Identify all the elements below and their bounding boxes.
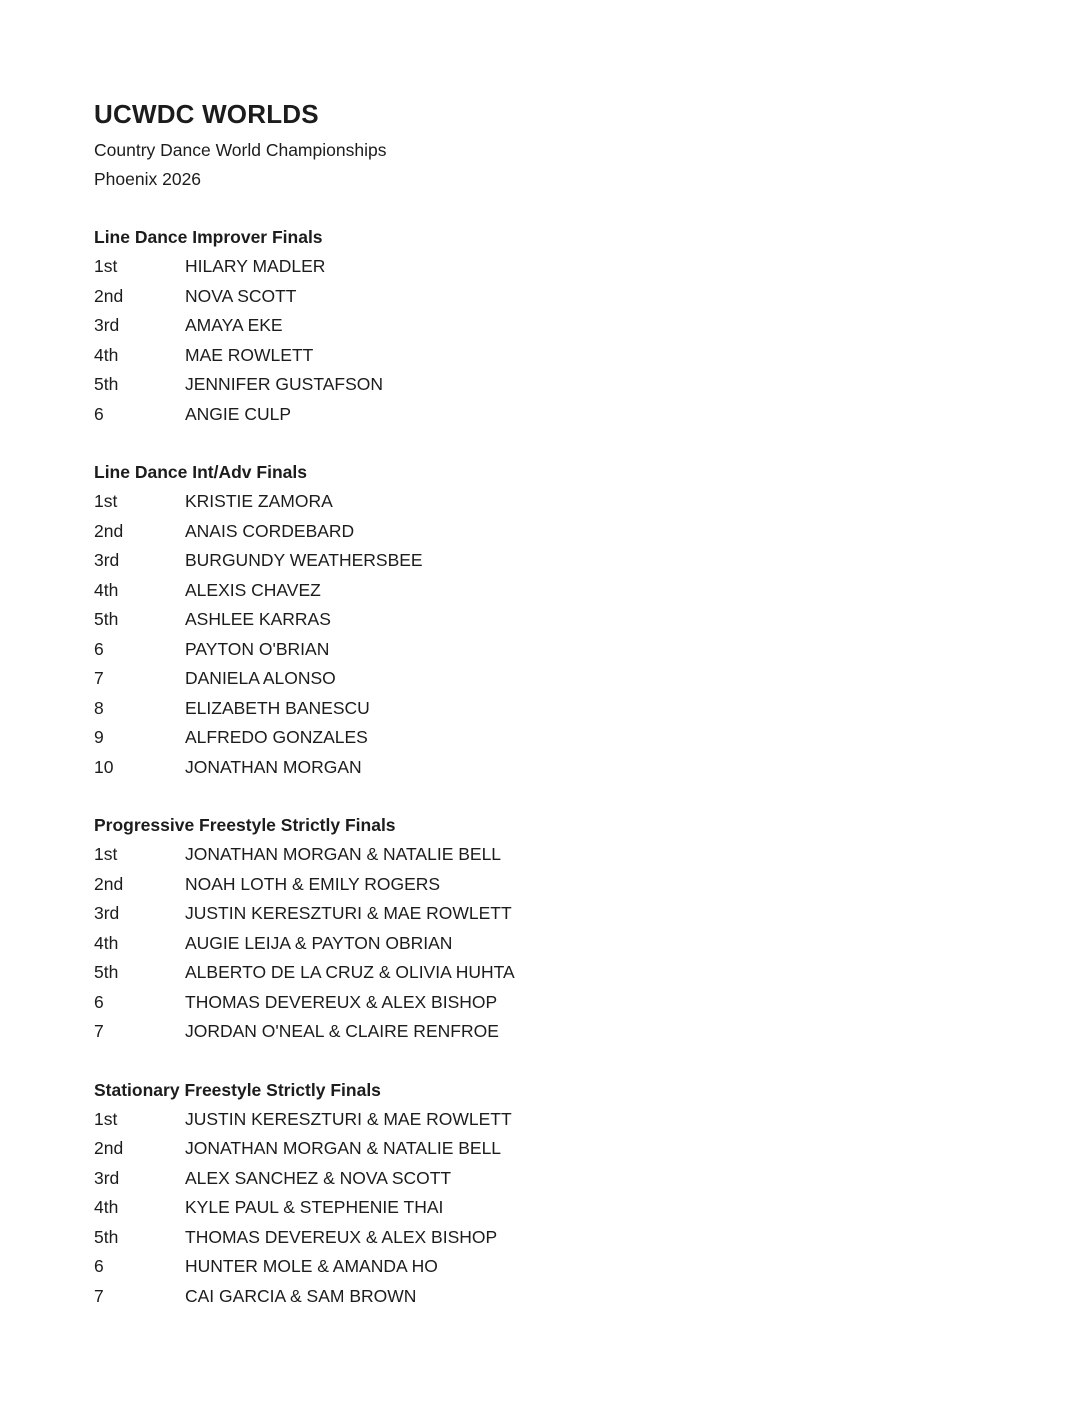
result-row xyxy=(94,635,1028,665)
place-label: 4th xyxy=(94,932,119,953)
result-row xyxy=(94,1252,1028,1282)
results-sections xyxy=(94,223,1028,1311)
competitor-name: JONATHAN MORGAN & NATALIE BELL xyxy=(185,1138,502,1158)
result-row xyxy=(94,899,1028,929)
result-row xyxy=(94,341,1028,371)
competitor-name: ALFREDO GONZALES xyxy=(185,727,368,747)
competitor-name: NOAH LOTH & EMILY ROGERS xyxy=(185,873,441,894)
result-row xyxy=(94,370,1028,400)
result-row xyxy=(94,664,1028,694)
competitor-name: DANIELA ALONSO xyxy=(185,668,336,688)
competitor-name: JORDAN O'NEAL & CLAIRE RENFROE xyxy=(185,1021,499,1041)
place-label: 1st xyxy=(94,1108,118,1129)
result-row xyxy=(94,546,1028,576)
competitor-name: JONATHAN MORGAN & NATALIE BELL xyxy=(185,844,502,864)
competitor-name: PAYTON O'BRIAN xyxy=(185,638,330,659)
place-label: 9 xyxy=(94,727,104,747)
place-label: 1st xyxy=(94,256,118,276)
place-label: 1st xyxy=(94,844,118,864)
result-row xyxy=(94,1223,1028,1253)
competitor-name: ALBERTO DE LA CRUZ & OLIVIA HUHTA xyxy=(185,962,515,982)
result-row xyxy=(94,929,1028,959)
place-label: 7 xyxy=(94,1285,104,1306)
result-row xyxy=(94,311,1028,341)
result-row xyxy=(94,870,1028,900)
competitor-name: JUSTIN KERESZTURI & MAE ROWLETT xyxy=(185,1108,512,1129)
competitor-name: THOMAS DEVEREUX & ALEX BISHOP xyxy=(185,1226,498,1247)
place-label: 10 xyxy=(94,756,114,777)
result-row xyxy=(94,1017,1028,1047)
competitor-name: THOMAS DEVEREUX & ALEX BISHOP xyxy=(185,991,498,1012)
place-label: 6 xyxy=(94,991,104,1012)
place-label: 5th xyxy=(94,962,119,982)
place-label: 4th xyxy=(94,579,119,600)
competitor-name: BURGUNDY WEATHERSBEE xyxy=(185,550,423,570)
place-label: 4th xyxy=(94,344,119,365)
competitor-name: AUGIE LEIJA & PAYTON OBRIAN xyxy=(185,932,453,953)
result-row xyxy=(94,252,1028,282)
result-row xyxy=(94,400,1028,430)
results-section xyxy=(94,811,1028,1047)
competitor-name: ANAIS CORDEBARD xyxy=(185,520,355,541)
section-rows xyxy=(94,252,1028,429)
result-row xyxy=(94,753,1028,783)
place-label: 2nd xyxy=(94,520,124,541)
competitor-name: KYLE PAUL & STEPHENIE THAI xyxy=(185,1197,444,1217)
result-row xyxy=(94,694,1028,724)
place-label: 8 xyxy=(94,697,104,718)
competitor-name: ELIZABETH BANESCU xyxy=(185,697,370,718)
competitor-name: MAE ROWLETT xyxy=(185,344,314,365)
competitor-name: KRISTIE ZAMORA xyxy=(185,491,333,511)
result-row xyxy=(94,988,1028,1018)
result-row xyxy=(94,487,1028,517)
result-row xyxy=(94,576,1028,606)
competitor-name: AMAYA EKE xyxy=(185,315,283,335)
place-label: 3rd xyxy=(94,903,120,923)
place-label: 2nd xyxy=(94,873,124,894)
results-section xyxy=(94,458,1028,782)
result-row xyxy=(94,1193,1028,1223)
result-row xyxy=(94,723,1028,753)
result-row xyxy=(94,282,1028,312)
competitor-name: ALEX SANCHEZ & NOVA SCOTT xyxy=(185,1167,452,1188)
section-title: Progressive Freestyle Strictly Finals xyxy=(94,815,396,835)
place-label: 3rd xyxy=(94,1167,120,1188)
section-rows xyxy=(94,487,1028,782)
place-label: 5th xyxy=(94,374,119,394)
place-label: 4th xyxy=(94,1197,119,1217)
section-rows xyxy=(94,1105,1028,1312)
place-label: 5th xyxy=(94,609,119,629)
competitor-name: JUSTIN KERESZTURI & MAE ROWLETT xyxy=(185,903,512,923)
result-row xyxy=(94,840,1028,870)
place-label: 3rd xyxy=(94,315,120,335)
result-row xyxy=(94,1282,1028,1312)
competitor-name: CAI GARCIA & SAM BROWN xyxy=(185,1285,417,1306)
result-row xyxy=(94,1164,1028,1194)
result-row xyxy=(94,605,1028,635)
competitor-name: JENNIFER GUSTAFSON xyxy=(185,374,384,394)
competitor-name: HILARY MADLER xyxy=(185,256,326,276)
result-row xyxy=(94,1134,1028,1164)
results-section xyxy=(94,223,1028,429)
place-label: 6 xyxy=(94,1256,104,1276)
section-title: Stationary Freestyle Strictly Finals xyxy=(94,1079,381,1100)
place-label: 6 xyxy=(94,638,104,659)
result-row xyxy=(94,958,1028,988)
section-title: Line Dance Improver Finals xyxy=(94,227,323,247)
place-label: 3rd xyxy=(94,550,120,570)
page-title: UCWDC WORLDS xyxy=(94,99,319,129)
place-label: 2nd xyxy=(94,285,124,306)
competitor-name: JONATHAN MORGAN xyxy=(185,756,362,777)
subtitle-line-2: Phoenix 2026 xyxy=(94,169,202,189)
section-rows xyxy=(94,840,1028,1047)
place-label: 7 xyxy=(94,668,104,688)
result-row xyxy=(94,1105,1028,1135)
place-label: 5th xyxy=(94,1226,119,1247)
place-label: 6 xyxy=(94,403,104,424)
competitor-name: ASHLEE KARRAS xyxy=(185,609,331,629)
place-label: 1st xyxy=(94,491,118,511)
place-label: 7 xyxy=(94,1021,104,1041)
competitor-name: HUNTER MOLE & AMANDA HO xyxy=(185,1256,438,1276)
competitor-name: ANGIE CULP xyxy=(185,403,291,424)
place-label: 2nd xyxy=(94,1138,124,1158)
section-title: Line Dance Int/Adv Finals xyxy=(94,462,307,482)
competitor-name: ALEXIS CHAVEZ xyxy=(185,579,321,600)
subtitle-line-1: Country Dance World Championships xyxy=(94,140,387,160)
result-row xyxy=(94,517,1028,547)
competitor-name: NOVA SCOTT xyxy=(185,285,297,306)
results-section xyxy=(94,1076,1028,1312)
